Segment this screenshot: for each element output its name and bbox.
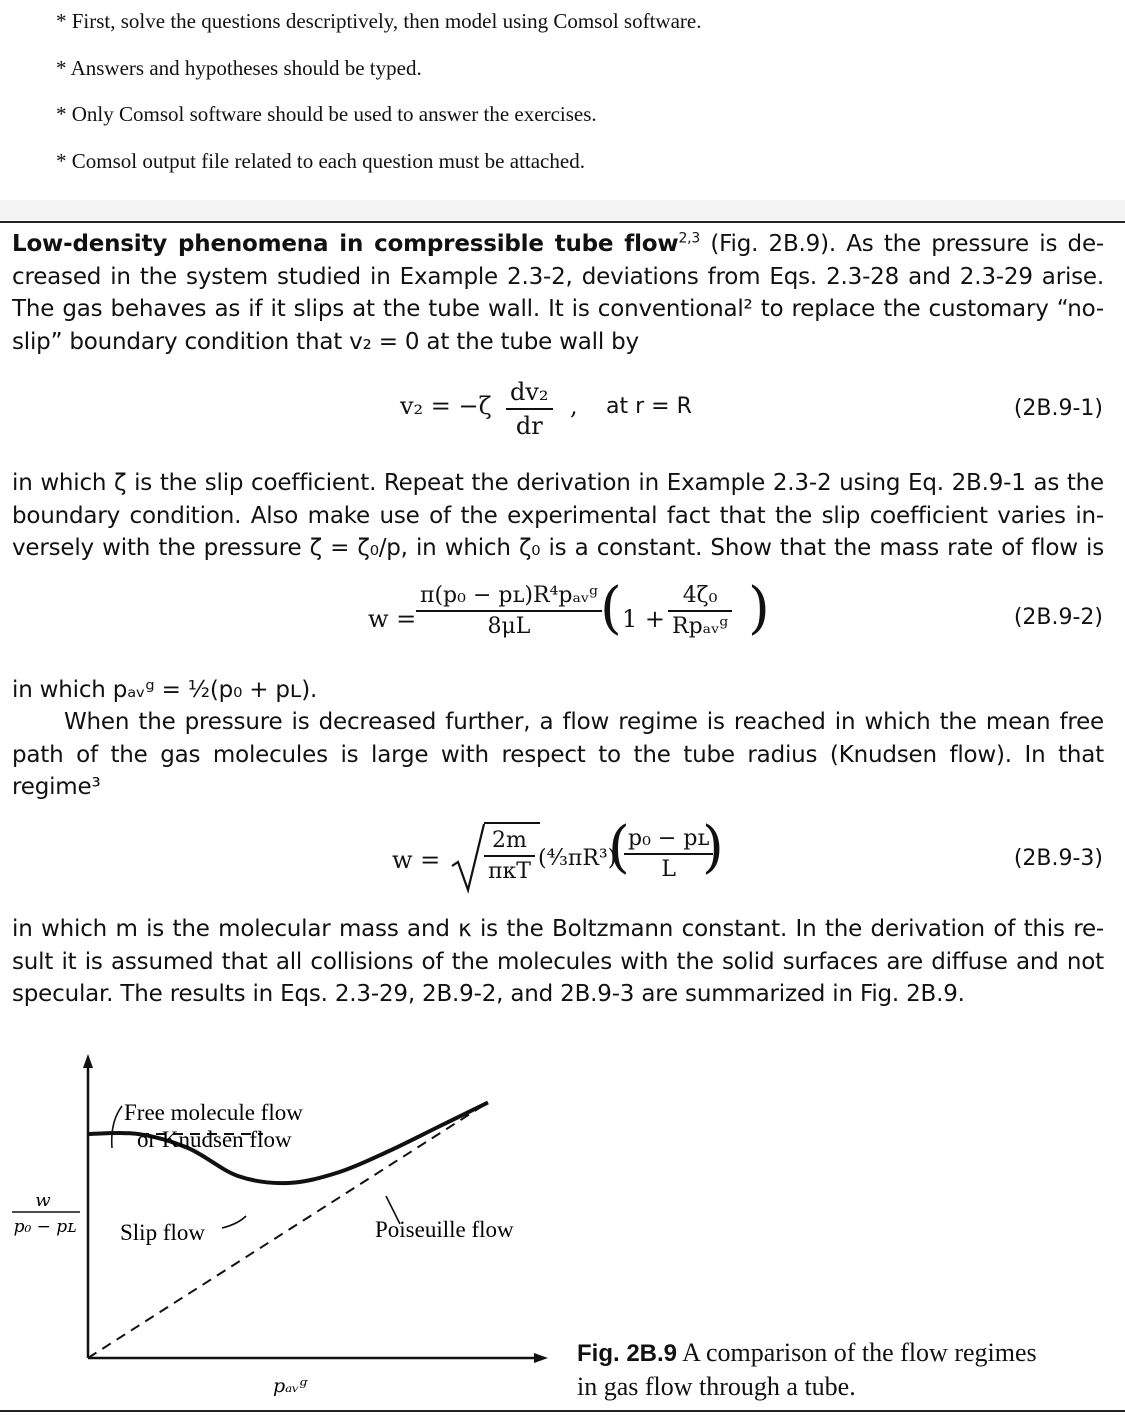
eq1-numerator: dv₂ bbox=[506, 378, 553, 410]
caption-line-2: in gas flow through a tube. bbox=[577, 1372, 856, 1401]
eq2-label: (2B.9-2) bbox=[1013, 605, 1103, 630]
instruction-4: * Comsol output file related to each question must be attached. bbox=[56, 149, 585, 173]
eq1-comma: , bbox=[570, 392, 578, 420]
eq2-inner-denominator: Rpₐᵥᵍ bbox=[672, 614, 729, 639]
eq1-fraction bbox=[506, 378, 553, 440]
problem-title: Low-density phenomena in compressible tube flow bbox=[12, 231, 679, 257]
eq2-inner-numerator: 4ζ₀ bbox=[668, 583, 732, 612]
eq3-denominator: L bbox=[661, 857, 676, 882]
paragraph-knudsen bbox=[12, 706, 1104, 804]
x-axis-arrow-icon bbox=[534, 1353, 548, 1363]
bottom-rule bbox=[0, 1410, 1125, 1412]
eq3-root-denominator: πκT bbox=[488, 859, 531, 884]
label-poiseuille: Poiseuille flow bbox=[375, 1217, 514, 1242]
eq1-lhs: v₂ = −ζ bbox=[400, 392, 492, 420]
eq3-label: (2B.9-3) bbox=[1013, 846, 1103, 871]
eq3-middle: (⁴⁄₃πR³) bbox=[538, 846, 617, 871]
instruction-2: * Answers and hypotheses should be typed. bbox=[56, 56, 422, 80]
instruction-1: * First, solve the questions descriptively, then model using Comsol software. bbox=[56, 9, 702, 33]
eq2-left-paren: ( bbox=[600, 576, 622, 641]
paragraph-pavg bbox=[12, 674, 1104, 707]
page-separator-band bbox=[0, 200, 1125, 220]
eq3-root-fraction bbox=[484, 828, 535, 884]
slip-line-1: in which ζ is the slip coefficient. Repeat the derivation in Example 2.3-2 using Eq. 2B.9-1 as the bbox=[12, 470, 1104, 496]
paragraph-slip bbox=[12, 467, 1104, 565]
knudsen-line-3: regime³ bbox=[12, 774, 101, 800]
sqrt-sign-icon bbox=[450, 822, 486, 894]
eq1-denominator: dr bbox=[515, 412, 543, 440]
pavg-line: in which pₐᵥᵍ = ½(p₀ + pʟ). bbox=[12, 677, 318, 703]
slip-leader bbox=[222, 1216, 246, 1228]
y-axis-arrow-icon bbox=[83, 1054, 93, 1068]
eq3-fraction bbox=[624, 826, 713, 882]
eq3-left-paren: ( bbox=[608, 815, 630, 880]
intro-after-title: (Fig. 2B.9). As the pressure is de- bbox=[700, 231, 1104, 257]
knudsen-line-2: path of the gas molecules is large with respect to the tube radius (Knudsen flow). In that bbox=[12, 741, 1104, 768]
sqrt-overbar bbox=[484, 822, 540, 824]
eq2-inner-left: 1 + bbox=[622, 605, 666, 633]
intro-line-3: The gas behaves as if it slips at the tube wall. It is conventional² to replace the customary “no- bbox=[12, 296, 1104, 322]
label-knudsen-2: or Knudsen flow bbox=[137, 1127, 292, 1152]
ylabel-denominator: p₀ − pʟ bbox=[13, 1217, 77, 1237]
eq3-numerator: p₀ − pʟ bbox=[624, 826, 713, 855]
eq1-condition: at r = R bbox=[606, 394, 692, 419]
summary-line-3: specular. The results in Eqs. 2.3-29, 2B.9-2, and 2B.9-3 are summarized in Fig. 2B.9. bbox=[12, 981, 965, 1007]
knudsen-leader bbox=[112, 1106, 122, 1148]
eq3-right-paren: ) bbox=[702, 815, 724, 880]
intro-line-2: creased in the system studied in Example 2.3-2, deviations from Eqs. 2.3-28 and 2.3-29 arise. bbox=[12, 263, 1104, 290]
slip-line-2: boundary condition. Also make use of the experimental fact that the slip coefficient varies in- bbox=[12, 502, 1104, 529]
eq2-right-paren: ) bbox=[748, 576, 770, 641]
flow-regime-chart bbox=[0, 1040, 600, 1410]
eq3-root-numerator: 2m bbox=[484, 828, 535, 857]
caption-number: Fig. 2B.9 bbox=[577, 1340, 678, 1367]
summary-line-1: in which m is the molecular mass and κ is the Boltzmann constant. In the derivation of this re- bbox=[12, 916, 1104, 942]
label-slip: Slip flow bbox=[120, 1220, 205, 1245]
intro-line-1 bbox=[12, 228, 1104, 261]
ylabel-numerator: w bbox=[35, 1190, 51, 1211]
instruction-3: * Only Comsol software should be used to answer the exercises. bbox=[56, 102, 597, 126]
figure-caption bbox=[577, 1336, 1107, 1403]
eq2-lhs: w = bbox=[368, 605, 417, 633]
paragraph-intro bbox=[12, 228, 1104, 358]
knudsen-line-1: When the pressure is decreased further, a flow regime is reached in which the mean free bbox=[64, 709, 1104, 735]
top-rule bbox=[0, 221, 1125, 223]
slip-line-3: versely with the pressure ζ = ζ₀/p, in which ζ₀ is a constant. Show that the mass rate of flow is bbox=[12, 535, 1104, 561]
label-knudsen-1: Free molecule flow bbox=[124, 1100, 303, 1125]
caption-line-1: A comparison of the flow regimes bbox=[682, 1338, 1037, 1367]
eq2-numerator: π(p₀ − pʟ)R⁴pₐᵥᵍ bbox=[416, 583, 602, 612]
eq3-lhs: w = bbox=[392, 846, 441, 874]
eq2-fraction bbox=[416, 583, 602, 639]
title-refs: 2,3 bbox=[678, 230, 701, 247]
summary-line-2: sult it is assumed that all collisions of the molecules with the solid surfaces are diffuse and not bbox=[12, 948, 1104, 975]
eq2-denominator: 8μL bbox=[487, 614, 531, 639]
instructions-block bbox=[0, 0, 1125, 200]
eq2-inner-fraction bbox=[668, 583, 732, 639]
eq1-label: (2B.9-1) bbox=[1013, 396, 1103, 421]
intro-line-4: slip” boundary condition that v₂ = 0 at the tube wall by bbox=[12, 328, 639, 355]
paragraph-summary bbox=[12, 913, 1104, 1011]
xlabel: pₐᵥᵍ bbox=[273, 1375, 307, 1397]
